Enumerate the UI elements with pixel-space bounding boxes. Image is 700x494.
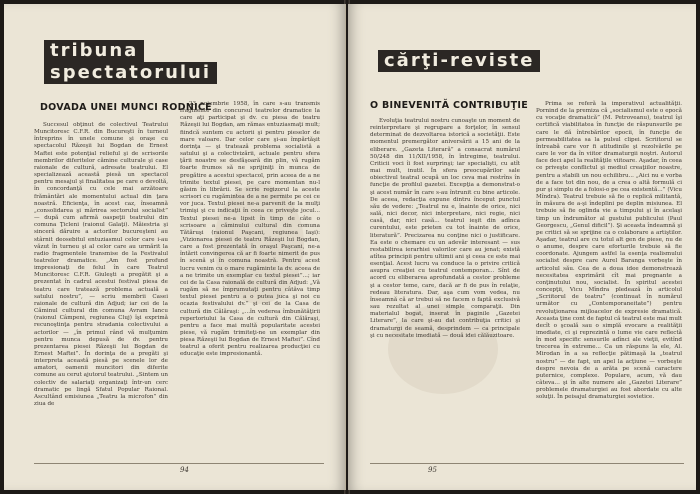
article-column-1 bbox=[34, 122, 168, 452]
right-page bbox=[348, 4, 696, 490]
section-heading-line-1: tribuna bbox=[44, 40, 144, 62]
footer-rule bbox=[370, 463, 684, 464]
article-title: O BINEVENITĂ CONTRIBUŢIE bbox=[370, 100, 529, 111]
article-column-1 bbox=[370, 118, 520, 452]
page-number: 94 bbox=[180, 466, 189, 474]
article-title: DOVADA UNEI MUNCI RODNICE bbox=[40, 102, 212, 113]
article-column-2 bbox=[536, 101, 682, 452]
article-column-2 bbox=[180, 101, 320, 452]
column-text: Evoluţia teatrului nostru cunoaşte un moment de reinterpretare şi regrupare a forţelor, în sensul determinat de dezvoltarea istorică a societăţii. Este momentul premergător aniversării a 15 ani de la eliberare. „Gazeta Literară” a consacrat numărul 50/248 din 11/XII/1958, în întregime, teatrului. Criticii voci îi fost surprinşi; iar specialişti, cu atît mai mult, inutil. În sfera preocupărilor sale obiectivul teatral ocupă un loc ceva mai restrîns în funcţie de profilul gazetei. Excepţia a demonstrat-o şi acest număr în care s-au întrunit cu bine articole. De aceea, redacţia expune dintru început punctul său de vedere: „Teatrul nu e, înainte de orice, nici sală, nici decor, nici interpretare, nici regie, nici casă, dar, nici casă... teatrul ieşit din adînca curentului, este prieten cu tot înainte de orice, literatură”. Precizarea nu conţine nici o justificare. Ea este o chemare cu un adevăr interesant — sus restabilirea ierarhiei valorilor care au jenat; există atîtea principii pentru ultimii ani şi ceea ce este mai esenţial. Acest lucru va conduce la o privire critică asupra creaţiei cu teatrul contemporan... Sînt de acord cu eliberarea aprofundată a cestor probleme şi a cestor teme, care, dacă ar fi de pus în relaţie, redeau literatura. Dar, aşa cum vom vedea, nu înseamnă că ar trebui să ne facem o faptă exclusivă sau rezultat al unei simple comparaţii. Din materialul bogat, inserat în paginile „Gazetei Literare”, la care şi-au dat contribuţia critici şi dramaturgi de seamă, desprindem — ca principale şi cu necesitate imediată — două idei călăuzitoare. bbox=[370, 118, 520, 339]
column-text: Prima se referă la imperativul actualităţii. Pornind de la premiza că „socialismul este o epocă cu vocaţie dramatică” (M. Petroveanu), teatrul îşi certifică viabilitatea în funcţie de răspunsurile pe care le dă întrebărilor epocii, în funcţie de permeabilitatea sa la pulsul clipei. Scriitorul se întreabă care vor fi atitudinile şi rezolvările pe care le vor da în viitor dramaturgii noştri. Autorul face deci apel la realităţile viitoare. Aşadar, în ceea ce priveşte conflictul şi mediul creaţiilor noastre, pentru a stabili un nou echilibru... „Aici nu e vorba de a face tot din nou, de a crea o altă formulă ci pur şi simplu de a folosi-o pe cea existentă...” (Vicu Mîndra). Teatrul trebuie să fie o replică militantă, în măsura de a-şi îndeplini pe deplin misiunea. El trebuie să fie oglinda vie a timpului şi în acelaşi timp un îndrumător al gustului publicului (Paul Georgescu, „Genul dificil”). Şi aceasta îndeamnă şi pe critici să se sprijine ca o colaborare a artiştilor. Aşadar, teatrul are cu totul alt gen de piese, nu de o anume, despre care eforturile trebuie să fie coordonate. Ajungem astfel la esenţa realismului socialist despre care Aurel Baranga vorbeşte în articolul său. Cea de a doua idee demonstrează necesitatea exprimării cît mai pregnante a conţinutului nou, socialist. În spiritul acestei concepţii, Vicu Mîndra pledează în articolul „Scriitorul de teatru” (continuat în numărul următor cu „Contemporaneitate”) pentru revoluţionarea mijloacelor de expresie dramatică. Aceasta ţine cont de faptul că teatrul este mai mult decît o şcoală sau o simplă evocare a realităţii imediate, ci şi reprezintă o lume vie care reflectă în mod specific sensurile adînci ale vieţii, evitînd trecerea în extreme... Ca un răspuns la ele, Al. Mirodan în a sa reflecţie pătimaşă la „teatrul nostru” — de fapt, un apel la acţiune — vorbeşte despre nevoia de a arăta pe scenă caractere puternice, complexe. Populare, acum, vă dau câteva... şi în alte numere ale „Gazetei Literare” problemele dramaturgiei au fost abordate cu alte soluţii. În peisajul dramaturgiei sovietice. bbox=[536, 101, 682, 401]
footer-rule bbox=[34, 463, 324, 464]
column-text: Succesul obţinut de colectivul Teatrului Muncitoresc C.F.R. din Bucureşti în turneul întreprins în unele comune şi oraşe cu spectacolul Răzeşii lui Bogdan de Ernest Maftei este potenţial relieful şi de scrisorile membrilor diferitelor cămine culturale şi case raionale de cultură, adresate teatrului. El specializează această piesă un spectacol pentru mesajul şi finalitatea pe care o devoltă, în concordanţă cu cele mai arzătoare frământări ale momentului actual din ţara noastră. Eficienţa, în acest caz, înseamnă „consolidarea şi mărirea sectorului socialist” — după cum afirmă oaspeţii teatrului din comuna Ţicleni (raionul Galaţi). Măiestria şi sinceră dăruire a actorilor bucureşteni au stârnit deosebitul entuziasmul celor care i-au văzut în turneu şi al celor care au urmărit la radio fragmentele transmise de la Festivalul teatrelor dramatice. „Am fost profund impresionaţi de felul în care Teatrul Muncitoresc C.F.R. Giuleşti a pregătit şi a prezentat în cadrul acestui festival piesa de teatru care tratează problema actuală a satului nostru”, — scriu membrii Casei raionale de cultură din Adjud; iar cei de la Căminul cultural din comuna Avram Iancu (raionul Câmpeni, regiunea Cluj) îşi exprimă recunoştinţa pentru stradania colectivului a actorilor — „în primul rând vă mulţumim pentru munca depusă de dv. pentru prezentarea piesei Răzeşii lui Bogdan de Ernest Maftei”. În dorinţa de a pregăti şi interpreta această piesă pe scenele lor de amatori, oamenii muncitori din diferite comune au cerut ajutorul teatrului. „Sintem un colectiv de salariaţi organizaţi într-un cerc dramatic pe lingă Sfatul Popular Raional. Ascultând emisiunea „Teatru la microfon” din ziua de bbox=[34, 122, 168, 408]
section-heading-line-2: spectatorului bbox=[44, 62, 217, 84]
page-number: 95 bbox=[428, 466, 437, 474]
left-page bbox=[4, 4, 346, 490]
column-text: 23 noiembrie 1958, în care s-au transmis fragmente din concursul teatrelor dramatice la care aţi participat şi dv. cu piesa de teatru Răzeşii lui Bogdan, am rămas entuziasmaţi mult; fiindcă suntem cu actorii şi pentru pieselor de mare valoare. Dar celor care şi-au împărtăşit dorinţa — şi tratează problema socialistă a satului şi a colectivizării, actuale pentru sfera ţării noastre se desfăşoară din plin, vă rugăm foarte frumos să ne sprijiniţi în munca de pregătire a acestui spectacol, prin aceea de a ne trimite textul piesei, pe care momentan nu-l găsim în librării. Se scrie regizorul la aceste scrisori cu rugămintea de a ne permite pe cei ce vor juca. Textul piesei ne-a parvenit de la mulţi trimişi şi cu indicaţii în ceea ce priveşte jocul... Textul piesei ne-a lipsit în timp de câte o scrisoare a căminului cultural din comuna Tătăruşi (raionul Paşcani, regiunea Iaşi): „Vizionarea piesei de teatru Răzeşii lui Bogdan, care a fost prezentată în oraşul Paşcani, ne-a întărit convingerea că ar fi foarte nimerit de pus în scenă şi în comuna noastră. Pentru acest lucru venim cu o mare rugăminte la dv. aceea de a ne trimite un exemplar cu textul piesei”...; iar cei de la Casa raională de cultură din Adjud: „Vă rugăm să ne împrumutaţi pentru câtăva timp textul piesei pentru a o putea juca şi noi cu ocazia festivalului dv.” şi cei de la Casa de cultură din Călăraşi: „...în vederea îmbunătăţirii repertoriului la Casa de cultură din Călăraşi, pentru a face mai multă popularitate acestei piese, vă rugăm trimiteţi-ne un exemplar din piesa Răzeşii lui Bogdan de Ernest Maftei”. Cînd teatrul a oferit pentru realizarea producţiei cu educaţie este impresionantă. bbox=[180, 101, 320, 358]
section-heading: cărţi-reviste bbox=[378, 50, 540, 72]
